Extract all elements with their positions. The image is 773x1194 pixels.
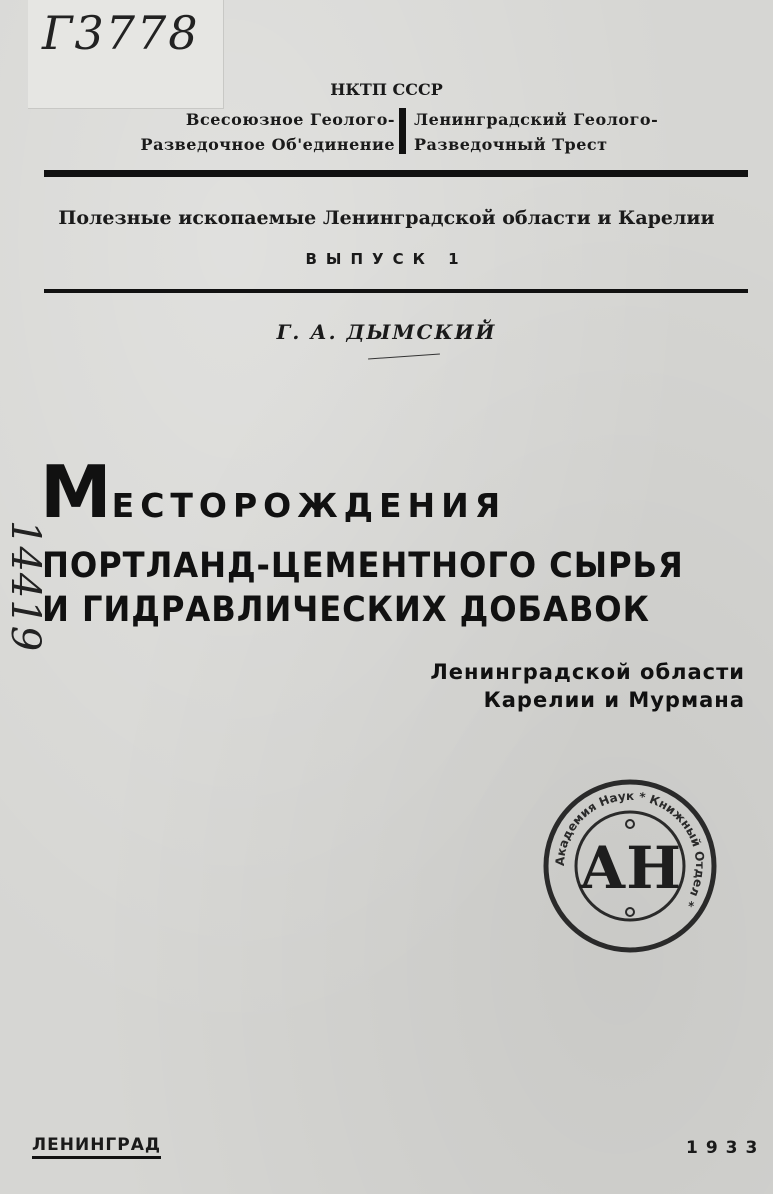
- issue-number: ВЫПУСК 1: [305, 250, 468, 268]
- left-org-line1: Всесоюзное Геолого-: [185, 110, 395, 129]
- inventory-number: 14419: [2, 520, 48, 653]
- title-initial: М: [40, 450, 112, 534]
- left-org-line2: Разведочное Об'единение: [140, 135, 395, 154]
- library-stamp: [540, 776, 720, 956]
- region-line-2: Карелии и Мурмана: [483, 688, 745, 712]
- region-line-1: Ленинградской области: [430, 660, 745, 684]
- series-rule: [44, 289, 748, 293]
- title-line-3: И ГИДРАВЛИЧЕСКИХ ДОБАВОК: [42, 590, 650, 630]
- author-name: Г. А. ДЫМСКИЙ: [276, 320, 497, 344]
- right-org-line1: Ленинградский Геолого-: [414, 110, 659, 129]
- publication-year: 1933: [686, 1138, 766, 1158]
- ministry-line: НКТП СССР: [330, 80, 443, 99]
- stamp-dot-bottom: [626, 908, 634, 916]
- title-word-rest: ЕСТОРОЖДЕНИЯ: [111, 486, 507, 525]
- header-rule: [44, 170, 748, 177]
- right-org-line2: Разведочный Трест: [414, 135, 608, 154]
- stamp-ring-text: Академия Наук * Книжный Отдел *: [552, 788, 708, 910]
- stamp-dot-top: [626, 820, 634, 828]
- stamp-monogram: АН: [578, 834, 682, 902]
- pencil-mark: [368, 353, 440, 359]
- title-line-2: ПОРТЛАНД-ЦЕМЕНТНОГО СЫРЬЯ: [42, 546, 684, 586]
- org-divider: [399, 108, 406, 154]
- catalog-number: Г3778: [42, 6, 200, 60]
- title-word: [40, 450, 506, 534]
- publication-city: ЛЕНИНГРАД: [32, 1135, 161, 1159]
- series-title: Полезные ископаемые Ленинградской области и Карелии: [58, 207, 715, 229]
